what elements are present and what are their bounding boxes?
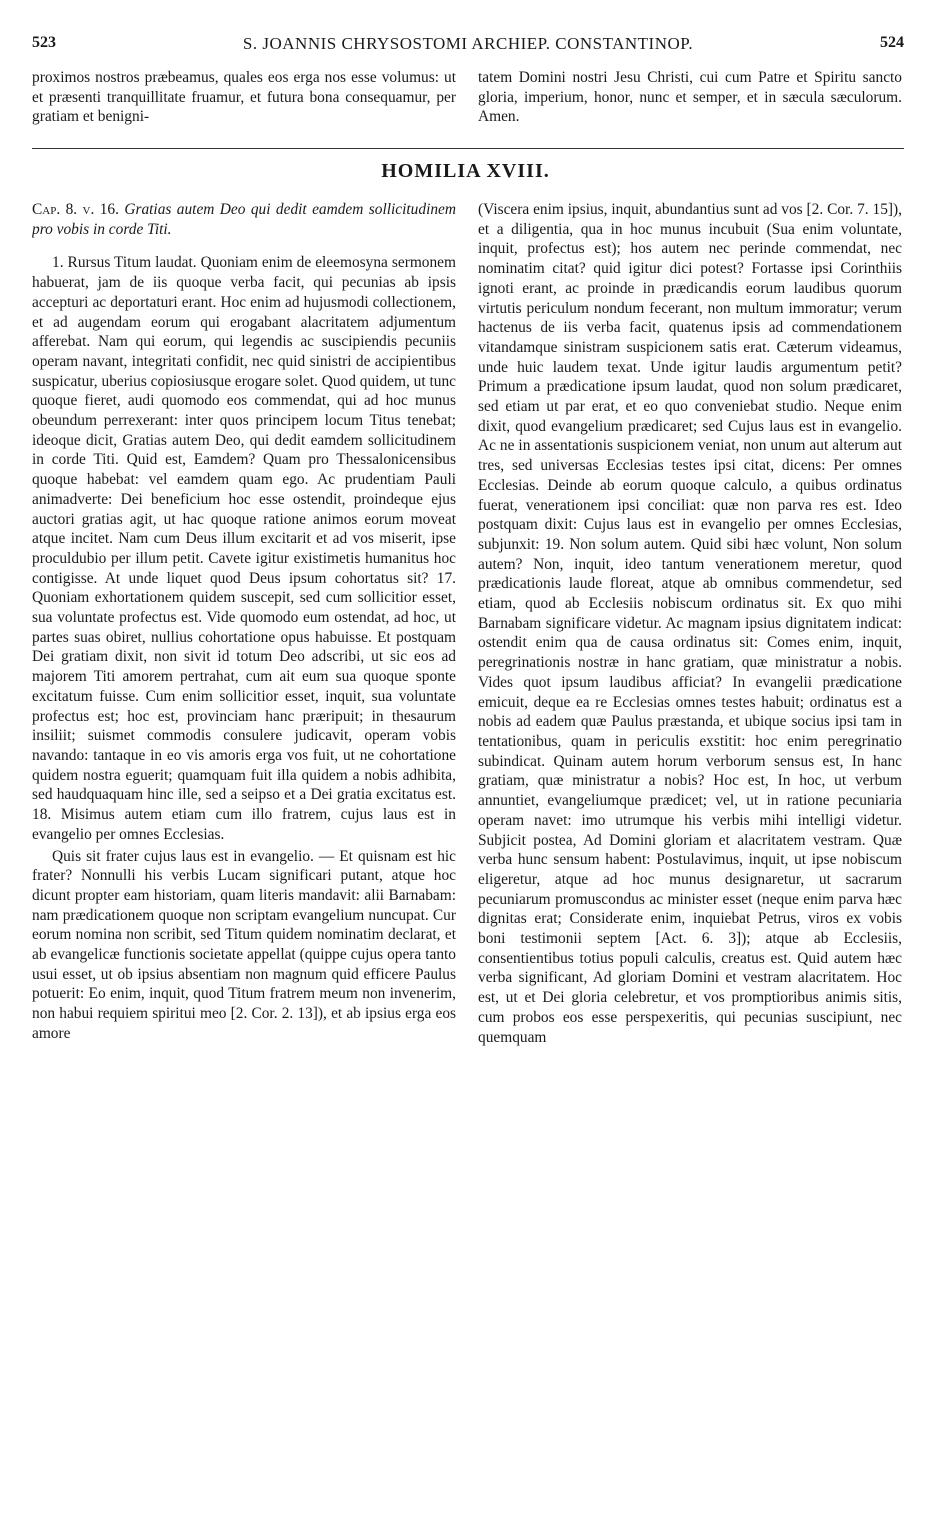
verse-text: Gratias autem Deo qui dedit eamdem sollicitudinem pro vobis in corde Titi. <box>32 201 456 238</box>
section-divider <box>32 148 904 149</box>
right-column <box>478 200 902 1532</box>
running-header <box>32 34 904 58</box>
running-title: S. JOANNIS CHRYSOSTOMI ARCHIEP. CONSTANTINOP. <box>242 34 694 53</box>
page-number-right: 524 <box>880 34 904 51</box>
paragraph: 1. Rursus Titum laudat. Quoniam enim de eleemosyna sermonem habuerat, jam de iis quoque verba facit, qui pecunias ab ipsis accepturi ac deportaturi erant. Hoc enim ad hujusmodi collectionem, et ad augendam eorum qui erogabant alacritatem adjumentum afferebat. Nam qui eorum, qui legendis ac suscipiendis pecuniis operam navant, integritati confidit, nec quid sinistri de accipientibus suspicatur, uberius copiosiusque erogare solet. Quod quidem, ut tunc quoque fieret, audi quomodo eos commendat, qui ad hoc munus obeundum perrexerant: inter quos principem locum Titus tenebat; ideoque dicit, Gratias autem Deo, qui dedit eamdem sollicitudinem in corde Titi. Quid est, Eamdem? Quam pro Thessalonicensibus quoque habebat: vel eamdem quam ego. Ac prudentiam Pauli animadverte: Dei beneficium hoc esse ostendit, proindeque ejus auctori gratias agit, ut hac quoque ratione animos eorum moveat atque incitet. Nam cum Deus illum excitarit et ad vos miserit, ipse proculdubio per illum petit. Cavete igitur existimetis humanitus hoc contigisse. At unde liquet quod Deus ipsum cohortatus sit? 17. Quoniam exhortationem quidem suscepit, sed cum sollicitior esset, sua voluntate profectus est. Vide quomodo eum ostendat, ad hoc, ut partes suas obiret, nullius cohortatione opus habuisse. Et postquam Dei gratiam dixit, non sivit id totum Deo adscribi, ut sic eos ad majorem Titi amorem pertrahat, cum ait eum sua quoque sponte excitatum fuisse. Cum enim sollicitior esset, inquit, sua voluntate profectus est; hoc est, provinciam hanc præripuit; in thesaurum insiliit; suismet commodis consulere judicavit, operam vobis navando: tantaque in eo vis amoris erga vos fuit, ut ne cohortatione quidem nostra eguerit; quamquam fuit illa quidem a nobis adhibita, sed haudquaquam hinc ille, sed a seipso et a Dei gratia excitatus est. 18. Misimus autem etiam cum illo fratrem, cujus laus est in evangelio per omnes Ecclesias. <box>32 254 456 843</box>
top-right-text: tatem Domini nostri Jesu Christi, cui cum Patre et Spiritu sancto gloria, imperium, honor, nunc et semper, et in sæcula sæculorum. Amen. <box>478 69 902 126</box>
page-number-left: 523 <box>32 34 56 51</box>
paragraph: Quis sit frater cujus laus est in evangelio. — Et quisnam est hic frater? Nonnulli his verbis Lucam significari putant, atque hoc dicunt propter eam historiam, quam literis mandavit: alii Barnabam: nam prædicationem quoque non scriptam evangelium nuncupat. Cur eorum nomina non scribit, sed Titum quidem nominatim declarat, et ab evangelicæ functionis societate appellat (quippe cujus opera tanto usui esset, ut ob ipsius absentiam non magnum quid efficere Paulus potuerit: Eo enim, inquit, quod Titum fratrem meum non invenerim, non habui requiem spiritui meo [2. Cor. 2. 13]), et ab ipsius erga eos amore <box>32 847 456 1042</box>
chapter-verse-heading <box>32 200 456 239</box>
paragraph: (Viscera enim ipsius, inquit, abundantius sunt ad vos [2. Cor. 7. 15]), et a diligentia, qua in hoc munus incubuit (Sua enim voluntate, inquit, profectus est); hos autem nec perinde commendat, nec nominatim citat? quid igitur dici potest? Fortasse ipsi Corinthiis ignoti erant, ac proinde in prædicandis eorum laudibus quorum virtutis periculum nondum fecerant, non multum immoratur; verum hactenus de iis verba facit, quatenus ipsis ad commendationem vitandamque sinistram suspicionem satis erat. Cæterum videamus, unde huic laudem texat. Unde igitur laudis argumentum petit? Primum a prædicatione ipsum laudat, quod non solum prædicaret, sed etiam ut par erat, et eo quo conveniebat studio. Neque enim dixit, quod evangelium prædicaret; sed Cujus laus est in evangelio. Ac ne in assentationis suspicionem veniat, non unum aut alterum aut tres, sed universas Ecclesias testes ipsi citat, dicens: Per omnes Ecclesias. Deinde ab eorum quoque calculo, a quibus ordinatus fuerat, venerationem ipsi conciliat: quæ non parva res est. Ideo postquam dixit: Cujus laus est in evangelio per omnes Ecclesias, subjunxit: 19. Non solum autem. Quid sibi hæc volunt, Non solum autem? Non, inquit, ideo tantum venerationem meretur, quod prædicationis laude floreat, atque ab omnibus commendetur, sed etiam, quod ab Ecclesiis nobiscum ordinatus sit. Ex quo mihi Barnabam significare videtur. Ac magnam ipsius dignitatem indicat: ostendit enim qua de causa ordinatus sit: Comes enim, inquit, peregrinationis nostræ in hanc gratiam, quæ ministratur a nobis. Vides quot ipsum laudibus afficiat? In evangelii prædicatione emicuit, deque ea re Ecclesias omnes testes habuit; ordinatus est a nobis ad eadem quæ Paulus præstanda, et ubique socius ipsi tam in tentationibus, quam in periculis exstitit: hoc enim peregrinatio subindicat. Quinam autem horum verborum sensus est, In hanc gratiam, quæ ministratur a nobis? Hoc est, In hoc, ut verbum annuntiet, evangeliumque prædicet; vel, ut in ratione pecuniaria operam navet: imo utrumque his verbis mihi intelligi videtur. Subjicit postea, Ad Domini gloriam et alacritatem vestram. Quæ verba hunc sensum habent: Postulavimus, inquit, ut ipse nobiscum eligeretur, atque ad hoc munus designaretur, ut sacrarum pecuniarum promuscondus ac minister esset (neque enim parva hæc dignitas erat; Considerate enim, inquiebat Petrus, viros ex vobis boni testimonii septem [Act. 6. 3]); atque ab Ecclesiis, consentientibus totius populi calculis, creatus est. Quid autem hæc verba significant, Ad gloriam Domini et vestram alacritatem. Hoc est, ut et Dei gloria celebretur, et vos promptioribus animis sitis, cum probos eos esse perspexeritis, qui pecunias suscipiunt, nec quemquam <box>478 201 902 1046</box>
left-column <box>32 200 456 1532</box>
top-right-column <box>478 68 902 146</box>
top-left-column <box>32 68 456 146</box>
top-left-text: proximos nostros præbeamus, quales eos erga nos esse volumus: ut et præsenti tranquillitate fruamur, et futura bona consequamur, per gratiam et benigni- <box>32 69 456 126</box>
homily-title: HOMILIA XVIII. <box>381 160 550 182</box>
chapter-reference: Cap. 8. v. 16. <box>32 201 119 218</box>
